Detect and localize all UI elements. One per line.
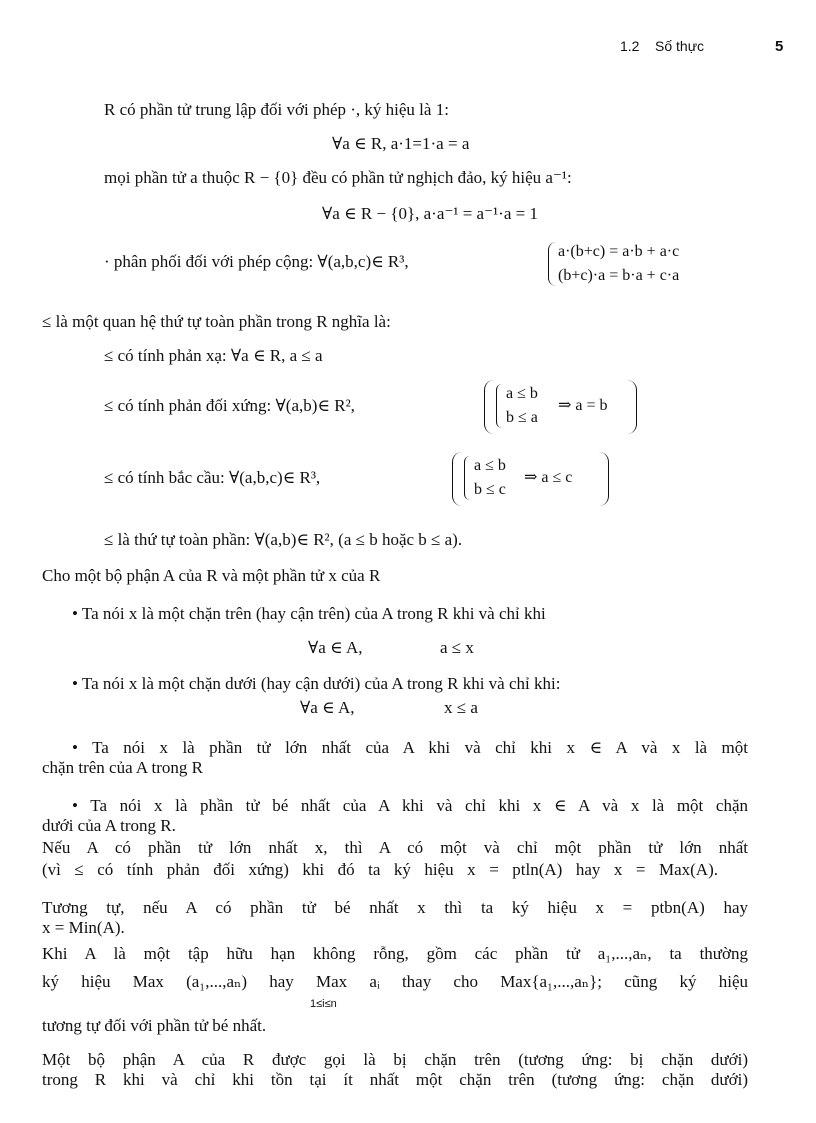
paren-trans-right [598,452,609,506]
distributive-eq-1: a·(b+c) = a·b + a·c [558,243,680,260]
antisym-cond-2: b ≤ a [506,409,538,426]
trans-implication: ⇒ a ≤ c [524,469,573,486]
text-line-17: chặn trên của A trong R [42,758,203,777]
bullet-greatest-element: • Ta nói x là phần tử lớn nhất của A khi và chỉ khi x ∈ A và x là một [72,738,748,757]
paren-antisym-right [626,380,637,434]
text-distributive: · phân phối đối với phép cộng: ∀(a,b,c)∈ R³, [104,252,409,271]
text-total-order: ≤ là thứ tự toàn phần: ∀(a,b)∈ R², (a ≤ b hoặc b ≤ a). [104,530,463,549]
trans-cond-1: a ≤ b [474,457,506,474]
text-line-21: (vì ≤ có tính phản đối xứng) khi đó ta ký hiệu x = ptln(A) hay x = Max(A). [42,860,718,879]
formula-identity: ∀a ∈ R, a·1=1·a = a [332,134,470,153]
text-line-22: Tương tự, nếu A có phần tử bé nhất x thì ta ký hiệu x = ptbn(A) hay [42,898,748,917]
text-antisymmetric: ≤ có tính phản đối xứng: ∀(a,b)∈ R², [104,396,355,415]
bullet-least-element: • Ta nói x là phần tử bé nhất của A khi và chỉ khi x ∈ A và x là một chặn [72,796,748,815]
brace-trans [464,456,471,500]
brace-antisym [496,384,503,428]
formula-upper-bound-left: ∀a ∈ A, [308,638,363,657]
text-line-6: ≤ là một quan hệ thứ tự toàn phần trong R nghĩa là: [42,312,391,331]
distributive-eq-2: (b+c)·a = b·a + c·a [558,267,680,284]
trans-cond-2: b ≤ c [474,481,506,498]
text-line-20: Nếu A có phần tử lớn nhất x, thì A có một và chỉ một phần tử lớn nhất [42,838,748,857]
formula-lower-bound-left: ∀a ∈ A, [300,698,355,717]
text-line-27: Một bộ phận A của R được gọi là bị chặn trên (tương ứng: bị chặn dưới) [42,1050,748,1069]
section-title: Số thực [655,38,705,54]
formula-upper-bound-right: a ≤ x [440,638,474,657]
section-number: 1.2 [620,38,640,54]
page-number: 5 [775,38,784,55]
antisym-implication: ⇒ a = b [558,397,608,414]
text-line-23: x = Min(A). [42,918,125,937]
paren-trans-left [452,452,463,506]
text-transitive: ≤ có tính bắc cầu: ∀(a,b,c)∈ R³, [104,468,321,487]
text-line-3: mọi phần tử a thuộc R − {0} đều có phần tử nghịch đảo, ký hiệu a⁻¹: [104,168,572,187]
text-line-28: trong R khi và chỉ khi tồn tại ít nhất một chặn trên (tương ứng: chặn dưới) [42,1070,748,1089]
formula-lower-bound-right: x ≤ a [444,698,478,717]
max-index-subscript: 1≤i≤n [310,998,337,1010]
bullet-lower-bound: • Ta nói x là một chặn dưới (hay cận dưới) của A trong R khi và chỉ khi: [72,674,561,693]
text-line-25: ký hiệu Max (a₁,...,aₙ) hay Max aᵢ thay cho Max{a₁,...,aₙ}; cũng ký hiệu [42,972,748,991]
text-line-11: Cho một bộ phận A của R và một phần tử x của R [42,566,381,585]
brace-distributive [548,242,557,286]
text-line-19: dưới của A trong R. [42,816,176,835]
text-line-26: tương tự đối với phần tử bé nhất. [42,1016,267,1035]
antisym-cond-1: a ≤ b [506,385,538,402]
text-line-1: R có phần tử trung lập đối với phép ·, ký hiệu là 1: [104,100,449,119]
paren-antisym-left [484,380,495,434]
formula-inverse: ∀a ∈ R − {0}, a·a⁻¹ = a⁻¹·a = 1 [322,204,538,223]
bullet-upper-bound: • Ta nói x là một chặn trên (hay cận trên) của A trong R khi và chỉ khi [72,604,546,623]
text-line-24: Khi A là một tập hữu hạn không rỗng, gồm các phần tử a₁,...,aₙ, ta thường [42,944,748,963]
text-reflexive: ≤ có tính phản xạ: ∀a ∈ R, a ≤ a [104,346,323,365]
